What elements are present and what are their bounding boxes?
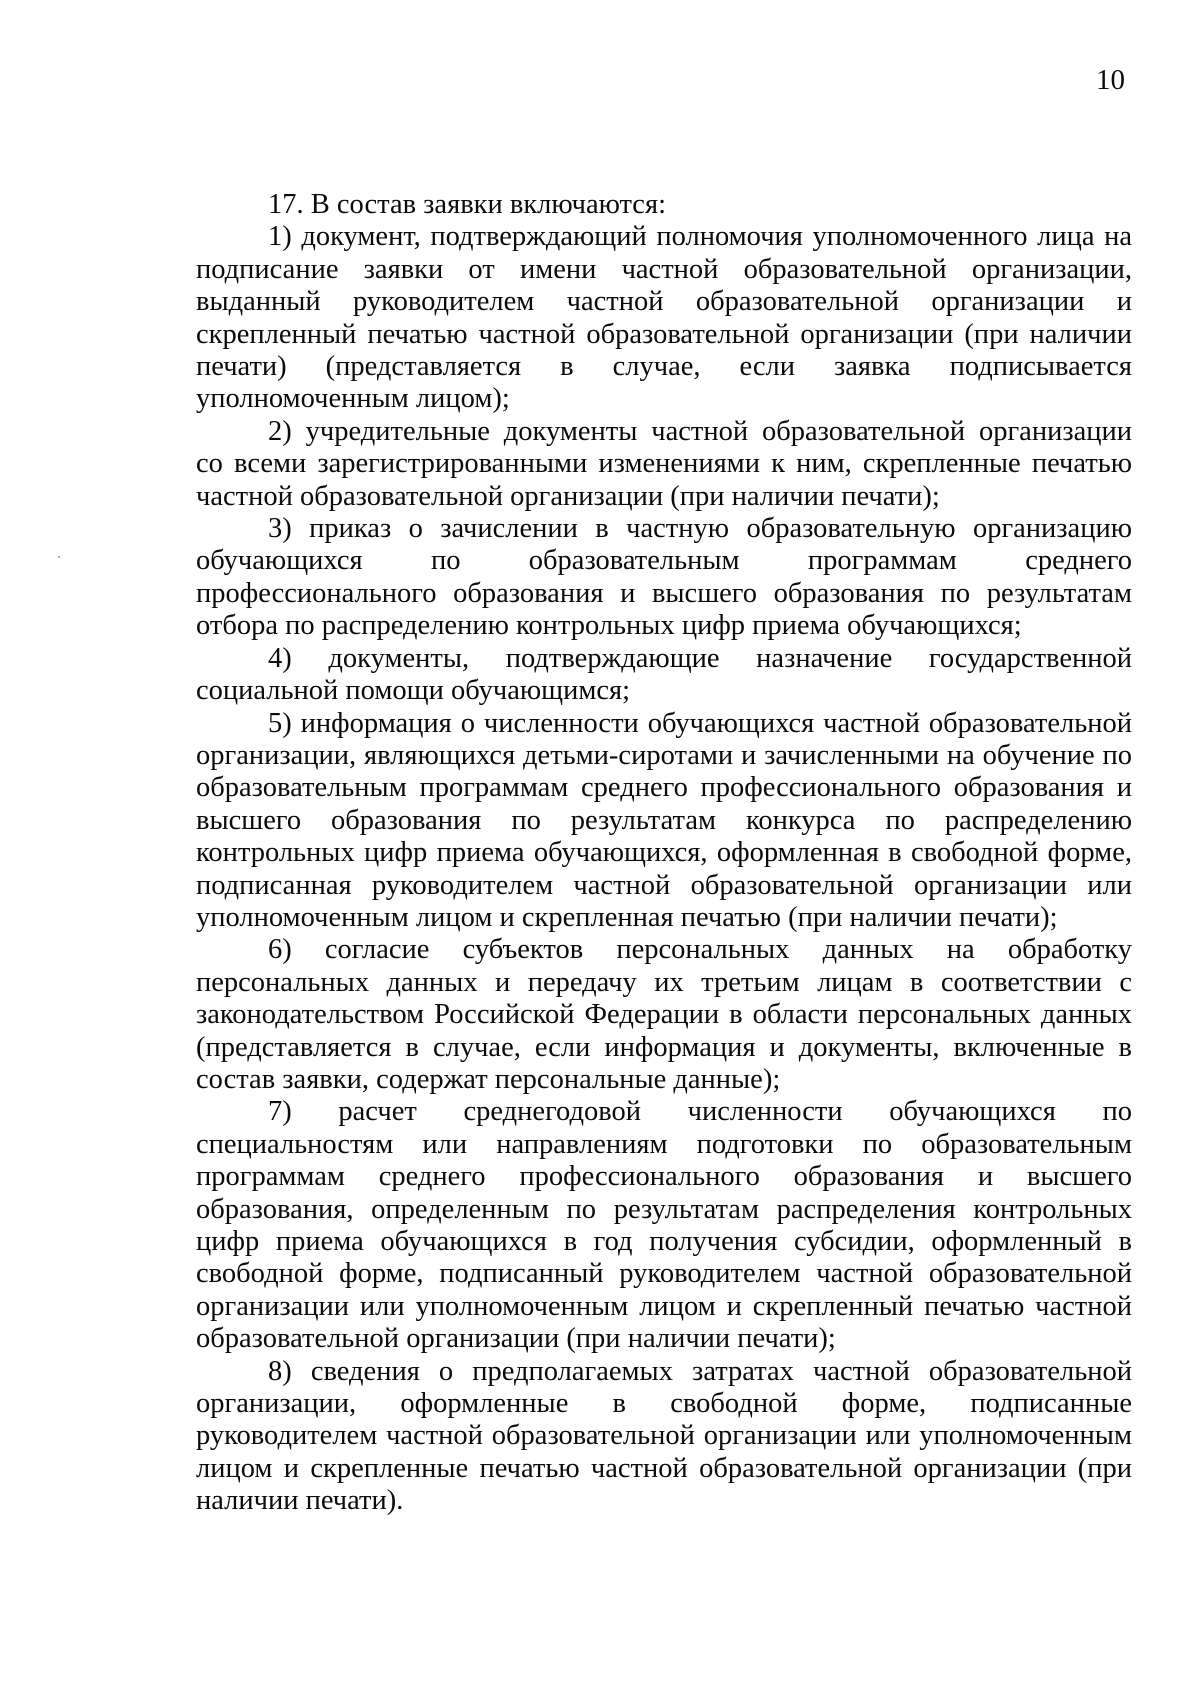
page-number: 10 (1096, 64, 1125, 96)
paragraph-subitem-7: 7) расчет среднегодовой численности обучающихся по специальностям или направлениям подготовки по образовательным программам среднего профессионального образования и высшего образования, определенным по результатам распределения контрольных цифр приема обучающихся в год получения субсидии, оформленный в свободной форме, подписанный руководителем частной образовательной организации или уполномоченным лицом и скрепленный печатью частной образовательной организации (при наличии печати); (196, 1096, 1132, 1355)
paragraph-item-17-intro: 17. В состав заявки включаются: (268, 189, 666, 220)
paragraph-subitem-6: 6) согласие субъектов персональных данных на обработку персональных данных и передачу их третьим лицам в соответствии с законодательством Российской Федерации в области персональных данных (представляется в случае, если информация и документы, включенные в состав заявки, содержат персональные данные); (196, 934, 1132, 1095)
paragraph-subitem-1: 1) документ, подтверждающий полномочия уполномоченного лица на подписание заявки от имени частной образовательной организации, выданный руководителем частной образовательной организации и скрепленный печатью частной образовательной организации (при наличии печати) (представляется в случае, если заявка подписывается уполномоченным лицом); (196, 221, 1132, 415)
paragraph-subitem-5: 5) информация о численности обучающихся частной образовательной организации, являющихся детьми-сиротами и зачисленными на обучение по образовательным программам среднего профессионального образования и высшего образования по результатам конкурса по распределению контрольных цифр приема обучающихся, оформленная в свободной форме, подписанная руководителем частной образовательной организации или уполномоченным лицом и скрепленная печатью (при наличии печати); (196, 707, 1132, 933)
paragraph-subitem-4: 4) документы, подтверждающие назначение государственной социальной помощи обучающимся; (196, 642, 1132, 707)
paragraph-subitem-3: 3) приказ о зачислении в частную образовательную организацию обучающихся по образовательным программам среднего профессионального образования и высшего образования по результатам отбора по распределению контрольных цифр приема обучающихся; (196, 513, 1132, 642)
document-body (196, 189, 1132, 1518)
paragraph-subitem-8: 8) сведения о предполагаемых затратах частной образовательной организации, оформленные в свободной форме, подписанные руководителем частной образовательной организации или уполномоченным лицом и скрепленные печатью частной образовательной организации (при наличии печати). (196, 1355, 1132, 1517)
paragraph-subitem-2: 2) учредительные документы частной образовательной организации со всеми зарегистрированными изменениями к ним, скрепленные печатью частной образовательной организации (при наличии печати); (196, 415, 1132, 512)
scan-speck (58, 556, 60, 558)
